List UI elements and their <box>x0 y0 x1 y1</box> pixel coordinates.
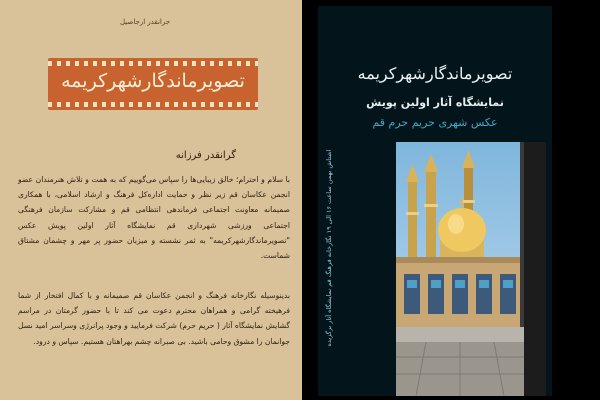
invitation-paragraph-2: بدینوسیله نگارخانه فرهنگ و انجمن عکاسان قم صمیمانه و با کمال افتخار از شما فرهیخته گرامی و همراهان محترم دعوت می کند تا با حضور گرمتان در مراسم گشایش نمایشگاه آثار ( حریم حرم) شرکت فرمایید و وجود پرانرژی وسراسر امید نسل جوانمان را مشوق وحامی باشید. بی صبرانه چشم بهراهتان هستیم. سپاس و درود. <box>18 291 290 346</box>
shrine-illustration <box>396 142 546 396</box>
banner-title: تصویرماندگارشهرکریمه <box>61 70 245 92</box>
cover-subtitle-2: عکس شهری حریم حرم قم <box>372 116 498 129</box>
greeting: گرانقدر فرزانه <box>175 150 236 161</box>
title-banner <box>48 58 258 110</box>
invitation-paragraph-1: با سلام و احترام؛ خالق زیبایی‌ها را سپاس می‌گوییم که به همت و تلاش هنرمندان عضو انجمن عکاسان قم زیر نظر و حمایت اداره‌کل فرهنگ و ارشاد اسلامی، با همکاری صمیمانه معاونت اجتماعی فرماندهی انتظامی قم و مشارکت سازمان فرهنگی اجتماعی ورزشی شهرداری قم نمایشگاه آثار اولین پویش عکس "تصویرماندگارشهرکریمه" به ثمر نشسته و میزبان حضور پر مهر و چشمان مشتاق شماست. <box>18 175 290 261</box>
cover-subtitle: نمایشگاه آثار اولین پویش <box>366 96 504 109</box>
poster-cover <box>318 6 552 396</box>
shrine-photo <box>396 142 546 396</box>
header-note: جرانقدر ارجاصیل <box>120 18 171 26</box>
cover-title: تصویرماندگارشهرکریمه <box>357 64 513 83</box>
cover-side-text: اشتاش بهمن ساعت ۱۶ الی ۱۹ نگارخانه فرهنگ قم نمایشگاه آثار برگزیده <box>325 149 333 347</box>
